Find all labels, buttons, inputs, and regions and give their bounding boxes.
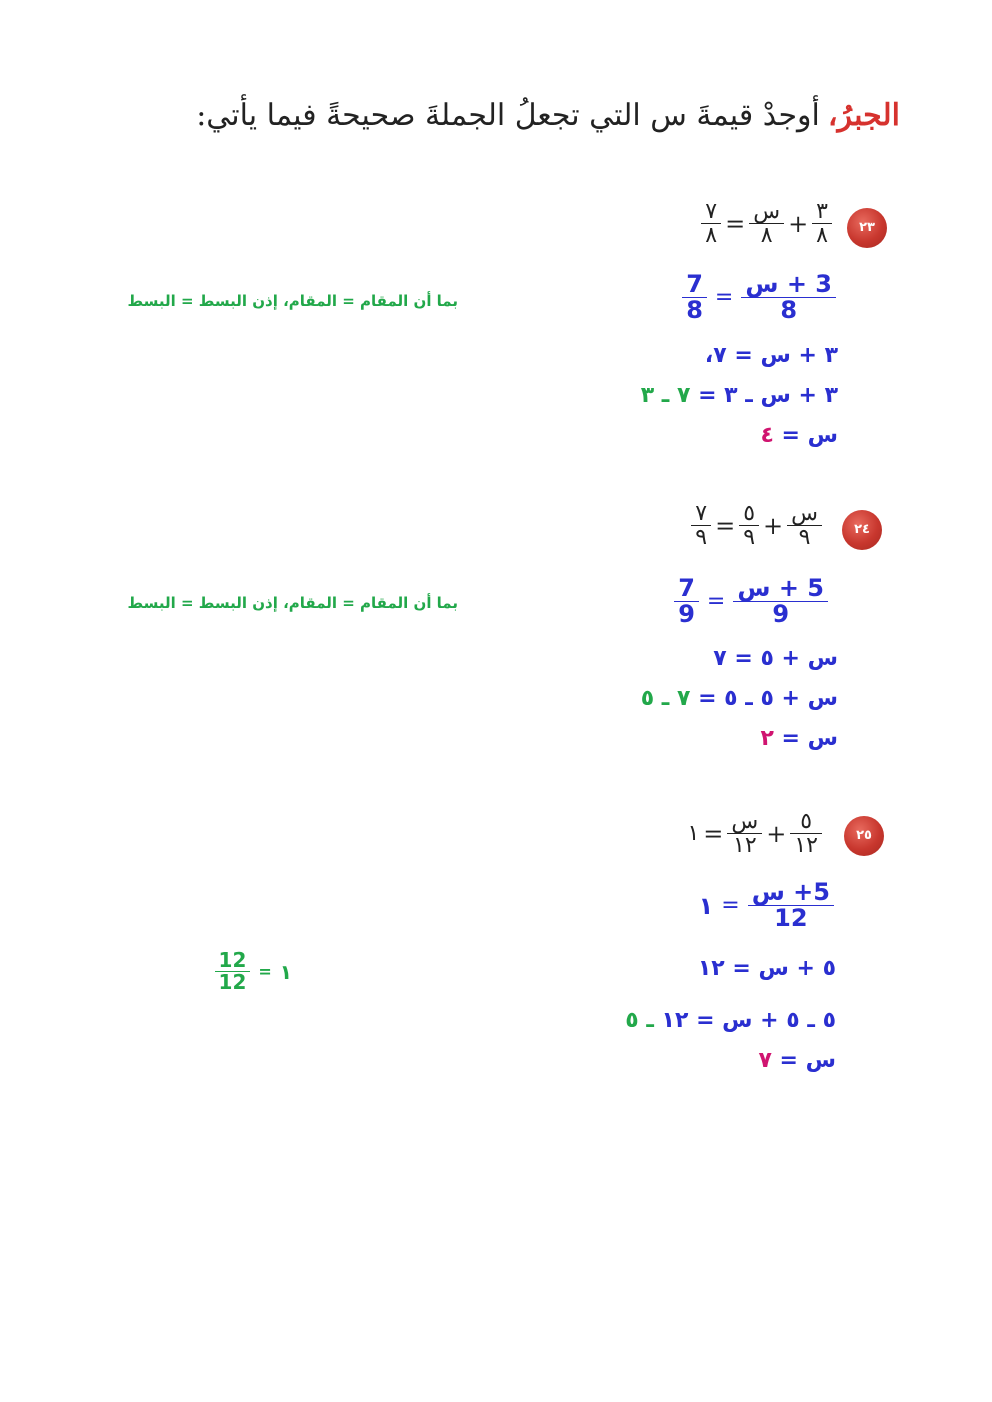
solution-step: س + ٥ = ٧ bbox=[713, 646, 838, 671]
combined-equation bbox=[682, 272, 836, 323]
explanation-note bbox=[215, 950, 292, 993]
given-equation bbox=[687, 810, 822, 857]
fraction: $\frac{\text{س}}{٩}$ bbox=[787, 502, 822, 549]
solution-step: س + ٥ ـ ٥ = ٧ ـ ٥ bbox=[640, 686, 838, 711]
explanation-note: بما أن المقام = المقام، إذن البسط = البسط bbox=[127, 594, 458, 612]
equals-sign: = bbox=[714, 285, 734, 311]
fraction: $\frac{\text{س}}{١٢}$ bbox=[727, 810, 762, 857]
given-equation bbox=[691, 502, 822, 549]
note-lhs: ١ bbox=[279, 959, 292, 984]
solution-step: ٣ + س = ٧، bbox=[704, 343, 838, 368]
combined-equation bbox=[674, 576, 828, 627]
fraction: $\frac{12}{12}$ bbox=[215, 950, 251, 993]
equals-sign: = bbox=[703, 819, 724, 848]
solution-step: ٥ + س = ١٢ bbox=[697, 956, 836, 981]
fraction: $\frac{\text{3 + س}}{8}$ bbox=[741, 272, 836, 323]
plus-sign: + bbox=[766, 819, 787, 848]
explanation-note: بما أن المقام = المقام، إذن البسط = البسط bbox=[127, 292, 458, 310]
equals-sign: = bbox=[725, 209, 746, 238]
problem-number-badge: ٢٤ bbox=[842, 510, 882, 550]
equals-sign: = bbox=[715, 511, 736, 540]
solution-answer: س = ٧ bbox=[758, 1048, 836, 1073]
solution-step: ٣ + س ـ ٣ = ٧ ـ ٣ bbox=[640, 383, 838, 408]
plus-sign: + bbox=[788, 209, 809, 238]
solution-answer: س = ٤ bbox=[760, 423, 838, 448]
fraction: $\frac{٧}{٩}$ bbox=[691, 502, 711, 549]
given-equation bbox=[701, 200, 832, 247]
problem-number-badge: ٢٣ bbox=[847, 208, 887, 248]
fraction: $\frac{\text{5 + س}}{9}$ bbox=[733, 576, 828, 627]
combined-equation bbox=[699, 880, 834, 931]
plus-sign: + bbox=[763, 511, 784, 540]
equals-sign: = bbox=[706, 589, 726, 615]
heading-keyword: الجبرُ، bbox=[827, 98, 900, 133]
heading-text: أوجدْ قيمةَ س التي تجعلُ الجملةَ صحيحةً فيما يأتي: bbox=[196, 98, 820, 133]
equals-sign: = bbox=[721, 893, 740, 919]
fraction: $\frac{7}{9}$ bbox=[674, 576, 699, 627]
solution-answer: س = ٢ bbox=[760, 726, 838, 751]
fraction: $\frac{٥}{١٢}$ bbox=[790, 810, 822, 857]
fraction: $\frac{\text{5+ س}}{12}$ bbox=[748, 880, 834, 931]
fraction: $\frac{7}{8}$ bbox=[682, 272, 707, 323]
rhs-value: ١ bbox=[687, 821, 700, 847]
problem-number-badge: ٢٥ bbox=[844, 816, 884, 856]
equals-sign: = bbox=[258, 962, 272, 981]
fraction: $\frac{٥}{٩}$ bbox=[739, 502, 759, 549]
solution-step: ٥ ـ ٥ + س = ١٢ ـ ٥ bbox=[625, 1008, 836, 1033]
fraction: $\frac{٧}{٨}$ bbox=[701, 200, 721, 247]
instruction-heading bbox=[196, 98, 900, 133]
rhs-value: ١ bbox=[698, 891, 714, 920]
fraction: $\frac{\text{س}}{٨}$ bbox=[749, 200, 784, 247]
fraction: $\frac{٣}{٨}$ bbox=[812, 200, 832, 247]
